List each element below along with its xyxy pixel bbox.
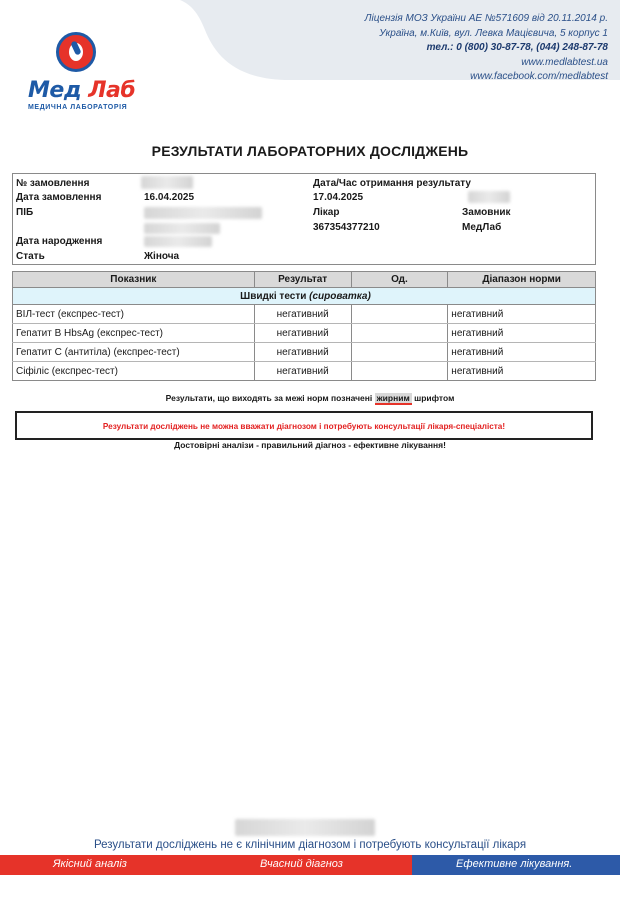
disclaimer-text: Результати досліджень не можна вважати діагнозом і потребують консультації лікаря-спеціаліста! <box>102 422 506 431</box>
row-unit <box>351 343 448 362</box>
sex-value: Жіноча <box>144 251 180 262</box>
birth-date-redacted <box>144 236 212 247</box>
row-indicator: Сіфіліс (експрес-тест) <box>13 362 255 381</box>
order-info-box <box>12 173 596 265</box>
footer-bar <box>0 855 620 875</box>
row-reference-range: негативний <box>448 324 596 343</box>
row-reference-range: негативний <box>448 343 596 362</box>
logo-wordmark <box>28 78 135 103</box>
address-text: Україна, м.Київ, вул. Левка Мацієвича, 5 корпус 1 <box>379 27 608 39</box>
header-indicator: Показник <box>13 272 255 288</box>
order-date-value: 16.04.2025 <box>144 192 195 203</box>
customer-label: Замовник <box>462 207 511 218</box>
license-text: Ліцензія МОЗ України АЕ №571609 від 20.11.2014 р. <box>364 13 608 24</box>
table-row <box>13 305 596 324</box>
row-reference-range: негативний <box>448 305 596 324</box>
test-group-cell <box>13 288 596 305</box>
birth-date-label: Дата народження <box>16 236 103 247</box>
row-result: негативний <box>254 305 351 324</box>
note-text-before: Результати, що виходять за межі норм позначені <box>165 393 373 403</box>
order-no-redacted <box>141 176 193 189</box>
sex-label: Стать <box>16 251 45 262</box>
row-unit <box>351 362 448 381</box>
table-header-row <box>13 272 596 288</box>
row-unit <box>351 324 448 343</box>
order-no-label: № замовлення <box>16 178 90 189</box>
table-row <box>13 343 596 362</box>
doctor-label: Лікар <box>313 207 340 218</box>
footer-timely: Вчасний діагноз <box>260 858 343 870</box>
header-unit: Од. <box>351 272 448 288</box>
bold-legend-note <box>0 393 620 403</box>
medlab-logo <box>28 32 138 114</box>
logo-word-med: Мед <box>28 78 82 103</box>
table-row <box>13 362 596 381</box>
name-redacted-line2 <box>144 223 220 234</box>
footer-quality: Якісний аналіз <box>53 858 127 870</box>
row-indicator: ВІЛ-тест (експрес-тест) <box>13 305 255 324</box>
slogan-text: Достовірні аналізи - правильний діагноз - ефективне лікування! <box>174 440 446 450</box>
name-label: ПІБ <box>16 207 34 218</box>
table-row <box>13 324 596 343</box>
test-group-label: Швидкі тести <box>240 290 307 302</box>
order-date-label: Дата замовлення <box>16 192 102 203</box>
result-datetime-label: Дата/Час отримання результату <box>313 178 471 189</box>
facebook-link[interactable]: www.facebook.com/medlabtest <box>470 71 608 82</box>
row-result: негативний <box>254 324 351 343</box>
row-indicator: Гепатит С (антитіла) (експрес-тест) <box>13 343 255 362</box>
row-indicator: Гепатит В HbsAg (експрес-тест) <box>13 324 255 343</box>
header-reference-range: Діапазон норми <box>448 272 596 288</box>
footer-note: Результати досліджень не є клінічним діагнозом і потребують консультації лікаря <box>93 839 527 851</box>
row-reference-range: негативний <box>448 362 596 381</box>
website-link[interactable]: www.medlabtest.ua <box>521 56 608 68</box>
test-group-material: (сироватка) <box>309 290 371 302</box>
contact-block <box>365 12 608 85</box>
name-redacted-line1 <box>144 207 262 219</box>
phone-text: тел.: 0 (800) 30-87-78, (044) 248-87-78 <box>426 42 608 53</box>
logo-tagline: МЕДИЧНА ЛАБОРАТОРІЯ <box>28 104 128 111</box>
result-time-redacted <box>468 191 510 203</box>
footer-redacted <box>235 819 375 836</box>
footer-effective: Ефективне лікування. <box>456 858 573 870</box>
results-table <box>12 271 596 381</box>
page-title: РЕЗУЛЬТАТИ ЛАБОРАТОРНИХ ДОСЛІДЖЕНЬ <box>151 143 469 159</box>
row-result: негативний <box>254 343 351 362</box>
row-result: негативний <box>254 362 351 381</box>
doctor-code-value: 367354377210 <box>313 222 380 233</box>
customer-value: МедЛаб <box>462 222 502 233</box>
note-bold-sample: жирним <box>376 393 410 403</box>
note-text-after: шрифтом <box>414 393 455 403</box>
disclaimer-box <box>15 411 593 440</box>
result-date-value: 17.04.2025 <box>313 192 364 203</box>
logo-word-lab: Лаб <box>88 78 136 103</box>
row-unit <box>351 305 448 324</box>
microscope-icon <box>56 32 96 72</box>
header-result: Результат <box>254 272 351 288</box>
test-group-row <box>13 288 596 305</box>
